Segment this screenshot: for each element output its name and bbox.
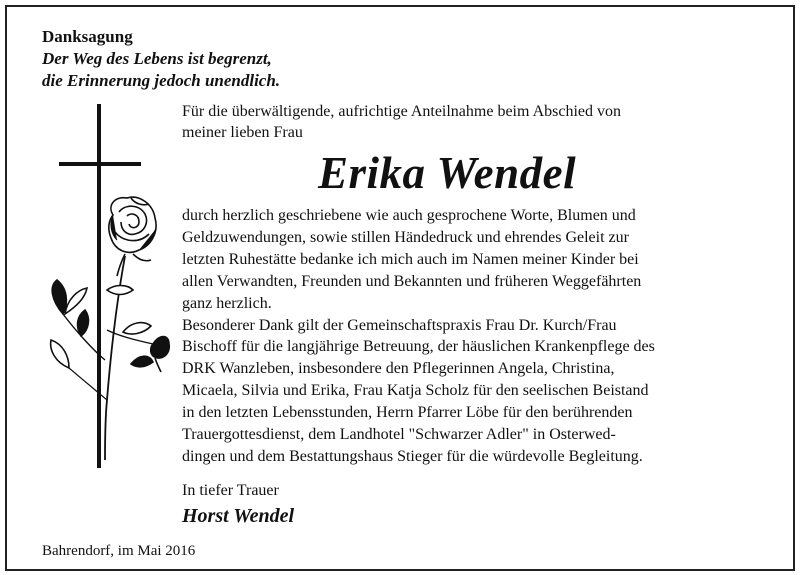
- body-line: Geldzuwendungen, sowie stillen Händedruck und ehrendes Geleit zur: [182, 228, 629, 246]
- body-line: Besonderer Dank gilt der Gemeinschaftspraxis Frau Dr. Kurch/Frau: [182, 316, 617, 334]
- signer-name: Horst Wendel: [182, 505, 295, 527]
- motto-line: die Erinnerung jedoch unendlich.: [42, 71, 281, 90]
- motto-line: Der Weg des Lebens ist begrenzt,: [42, 49, 272, 68]
- memorial-artwork: [35, 100, 185, 470]
- cross-icon: [59, 104, 141, 468]
- body-line: DRK Wanzleben, insbesondere den Pflegerinnen Angela, Christina,: [182, 360, 615, 378]
- intro-line: meiner lieben Frau: [182, 124, 303, 141]
- closing-phrase: In tiefer Trauer: [182, 482, 279, 499]
- intro-line: Für die überwältigende, aufrichtige Anteilnahme beim Abschied von: [182, 103, 621, 120]
- body-line: ganz herzlich.: [182, 294, 272, 312]
- body-line: Micaela, Silvia und Erika, Frau Katja Scholz für den seelischen Beistand: [182, 382, 649, 400]
- body-line: Bischoff für die langjährige Betreuung, der häuslichen Krankenpflege des: [182, 338, 655, 356]
- rose-icon: [51, 197, 170, 460]
- intro-text: [182, 101, 621, 143]
- body-line: allen Verwandten, Freunden und Bekannten und früheren Weggefährten: [182, 272, 642, 290]
- motto: [42, 48, 280, 92]
- body-line: letzten Ruhestätte bedanke ich mich auch im Namen meiner Kinder bei: [182, 250, 639, 268]
- acknowledgement-text: [182, 205, 655, 468]
- body-line: durch herzlich geschriebene wie auch gesprochene Worte, Blumen und: [182, 207, 636, 224]
- deceased-name: Erika Wendel: [318, 148, 577, 198]
- notice-heading: Danksagung: [42, 27, 133, 46]
- body-line: Trauergottesdienst, dem Landhotel "Schwarzer Adler" in Osterwed-: [182, 426, 616, 444]
- place-date: Bahrendorf, im Mai 2016: [42, 543, 196, 559]
- body-line: in den letzten Lebensstunden, Herrn Pfarrer Löbe für den berührenden: [182, 404, 633, 422]
- body-line: dingen und dem Bestattungshaus Stieger für die würdevolle Begleitung.: [182, 447, 643, 465]
